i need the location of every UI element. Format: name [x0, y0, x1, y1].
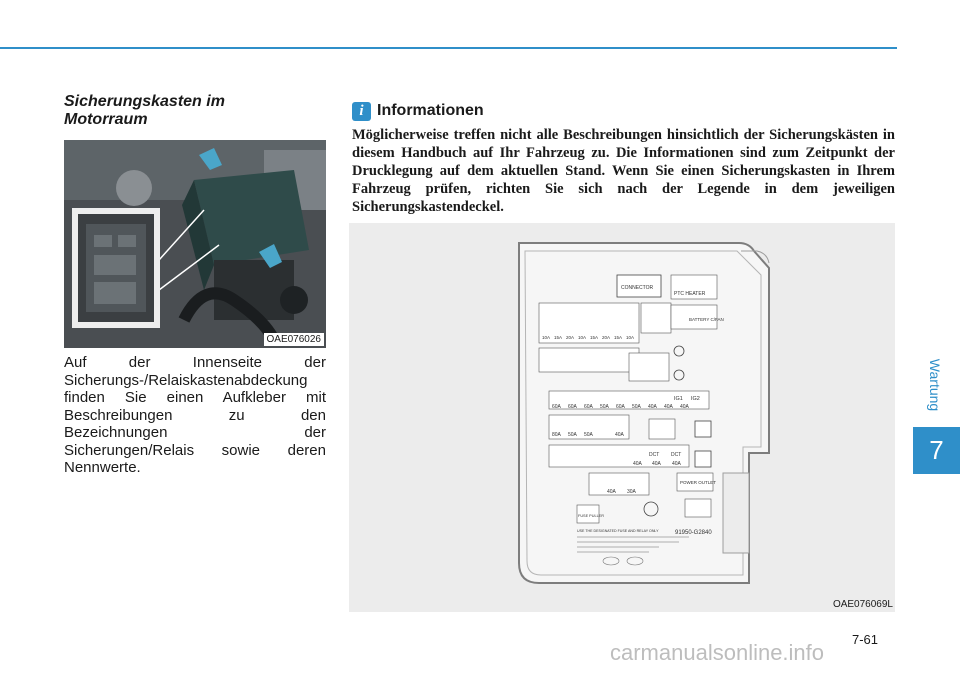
svg-text:IG2: IG2 [691, 396, 700, 402]
svg-text:60A: 60A [616, 404, 625, 410]
svg-text:POWER OUTLET: POWER OUTLET [680, 480, 717, 485]
svg-text:40A: 40A [672, 461, 681, 467]
info-icon: i [352, 102, 371, 121]
svg-text:DCT: DCT [649, 452, 660, 458]
svg-text:15A: 15A [614, 335, 623, 340]
svg-text:40A: 40A [648, 404, 657, 410]
info-title: Informationen [377, 102, 484, 119]
engine-photo-illustration [64, 140, 326, 348]
svg-text:40A: 40A [652, 461, 661, 467]
svg-text:10A: 10A [626, 335, 635, 340]
svg-text:FUSE PULLER: FUSE PULLER [578, 514, 604, 518]
svg-text:PTC HEATER: PTC HEATER [674, 291, 706, 297]
svg-text:15A: 15A [554, 335, 563, 340]
svg-text:40A: 40A [607, 489, 616, 495]
svg-text:40A: 40A [615, 432, 624, 438]
info-heading [352, 101, 484, 121]
svg-text:10A: 10A [542, 335, 551, 340]
fuse-box-diagram [349, 223, 895, 612]
connector-label: CONNECTOR [621, 285, 654, 291]
svg-text:50A: 50A [568, 432, 577, 438]
svg-text:USE THE DESIGNATED FUSE AND RE: USE THE DESIGNATED FUSE AND RELAY ONLY [577, 529, 659, 533]
main-fuse-row-1-values [552, 404, 690, 410]
svg-text:50A: 50A [632, 404, 641, 410]
body-paragraph: Auf der Innenseite der Sicherungs-/Relaiskastenabdeckung finden Sie einen Aufkleber mit Beschreibungen zu den Bezeichnungen der Sicherungen/Relais sowie deren Nennwerte. [64, 354, 326, 476]
svg-text:20A: 20A [602, 335, 611, 340]
svg-text:50A: 50A [584, 432, 593, 438]
svg-text:DCT: DCT [671, 452, 682, 458]
svg-text:91950-G2840: 91950-G2840 [675, 530, 712, 536]
svg-text:40A: 40A [680, 404, 689, 410]
chapter-tab[interactable]: 7 [913, 427, 960, 474]
fuse-box-lid-drawing [349, 223, 895, 612]
svg-text:80A: 80A [552, 432, 561, 438]
side-section-label-text: Wartung [927, 358, 944, 412]
svg-text:40A: 40A [664, 404, 673, 410]
svg-text:40A: 40A [633, 461, 642, 467]
svg-text:15A: 15A [590, 335, 599, 340]
main-fuse-row-3-values [633, 461, 682, 467]
watermark[interactable]: carmanualsonline.info [610, 640, 825, 665]
engine-fuse-box-photo [64, 140, 326, 348]
diagram-code: OAE076069L [832, 599, 893, 610]
svg-text:30A: 30A [627, 489, 636, 495]
side-section-label [910, 340, 960, 430]
photo-code: OAE076026 [264, 333, 325, 346]
svg-text:20A: 20A [566, 335, 575, 340]
main-fuse-row-4 [589, 473, 649, 495]
svg-text:60A: 60A [568, 404, 577, 410]
main-fuse-row-3 [549, 445, 689, 467]
svg-text:50A: 50A [600, 404, 609, 410]
section-heading: Sicherungskasten im Motorraum [64, 93, 225, 128]
top-rule [0, 47, 897, 49]
svg-text:60A: 60A [552, 404, 561, 410]
power-outlet-relay-2 [685, 499, 711, 517]
info-paragraph: Möglicherweise treffen nicht alle Beschreibungen hinsichtlich der Sicherungskästen in diesem Handbuch auf Ihr Fahrzeug zu. Die Informationen sind zum Zeitpunkt der Drucklegung auf dem aktuellen Stand. Wenn Sie einen Sicherungskasten in Ihrem Fahrzeug prüfen, richten Sie sich nach der Legende in dem jeweiligen Sicherungskastendeckel. [352, 127, 895, 215]
page-number: 7-61 [852, 632, 879, 647]
svg-text:10A: 10A [578, 335, 587, 340]
svg-text:60A: 60A [584, 404, 593, 410]
svg-text:BATTERY C/FAN: BATTERY C/FAN [689, 317, 724, 322]
svg-text:IG1: IG1 [674, 396, 683, 402]
